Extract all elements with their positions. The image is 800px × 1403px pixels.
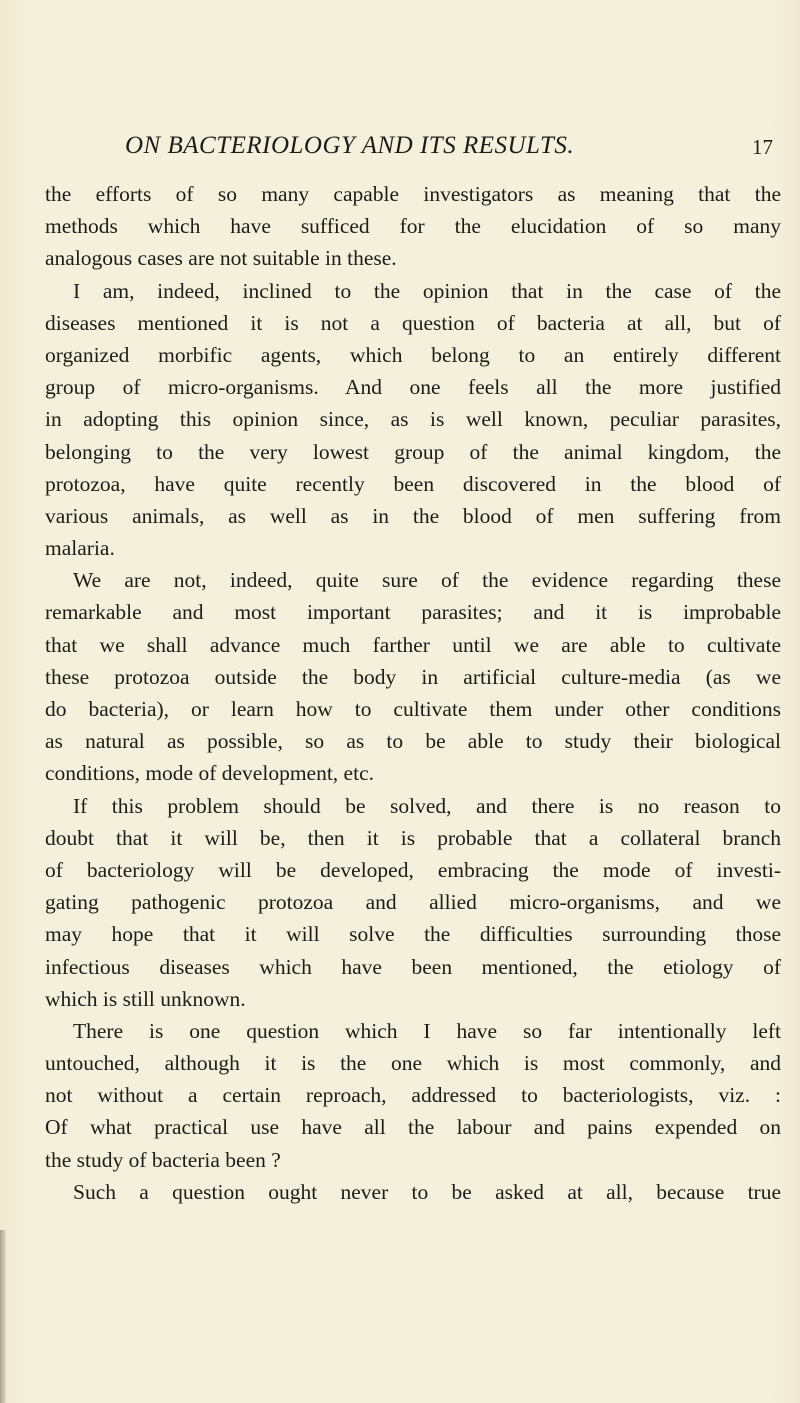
text-line: remarkable and most important parasites; and it is improbable: [45, 600, 781, 625]
text-line: protozoa, have quite recently been discovered in the blood of: [45, 471, 781, 496]
text-line: Of what practical use have all the labour and pains expended on: [45, 1115, 781, 1140]
text-line: There is one question which I have so far intentionally left: [73, 1018, 781, 1043]
text-line: untouched, although it is the one which is most commonly, and: [45, 1051, 781, 1076]
text-line: diseases mentioned it is not a question of bacteria at all, but of: [45, 310, 781, 335]
text-line: the study of bacteria been ?: [45, 1147, 281, 1172]
text-line: methods which have sufficed for the elucidation of so many: [45, 214, 781, 239]
paragraph: [45, 564, 781, 789]
text-line: which is still unknown.: [45, 986, 246, 1011]
text-line: as natural as possible, so as to be able to study their biological: [45, 729, 781, 754]
text-line: of bacteriology will be developed, embracing the mode of investi-: [45, 857, 781, 882]
text-line: We are not, indeed, quite sure of the evidence regarding these: [73, 568, 781, 593]
text-line: If this problem should be solved, and there is no reason to: [73, 793, 781, 818]
text-line: Such a question ought never to be asked at all, because true: [73, 1179, 781, 1204]
text-line: in adopting this opinion since, as is well known, peculiar parasites,: [45, 407, 781, 432]
paragraph: [45, 275, 781, 565]
text-line: infectious diseases which have been mentioned, the etiology of: [45, 954, 781, 979]
text-line: may hope that it will solve the difficulties surrounding those: [45, 922, 781, 947]
text-line: group of micro-organisms. And one feels all the more justified: [45, 375, 781, 400]
text-line: these protozoa outside the body in artificial culture-media (as we: [45, 664, 781, 689]
text-line: gating pathogenic protozoa and allied micro-organisms, and we: [45, 890, 781, 915]
text-line: do bacteria), or learn how to cultivate them under other conditions: [45, 697, 781, 721]
text-line: analogous cases are not suitable in these.: [45, 246, 397, 271]
text-line: doubt that it will be, then it is probable that a collateral branch: [45, 825, 781, 850]
text-line: conditions, mode of development, etc.: [45, 761, 374, 786]
text-line: the efforts of so many capable investigators as meaning that the: [45, 182, 781, 206]
text-line: that we shall advance much farther until we are able to cultivate: [45, 632, 781, 657]
paragraph: [45, 1176, 781, 1208]
page-number: 17: [752, 135, 773, 159]
paragraph: [45, 1015, 781, 1176]
paragraph: [45, 790, 781, 1015]
text-line: organized morbific agents, which belong to an entirely different: [45, 342, 781, 367]
running-head: ON BACTERIOLOGY AND ITS RESULTS.: [125, 132, 575, 159]
text-line: I am, indeed, inclined to the opinion that in the case of the: [73, 278, 781, 303]
paragraph: [45, 178, 781, 275]
body-text: [45, 178, 781, 1208]
text-line: belonging to the very lowest group of the animal kingdom, the: [45, 439, 781, 464]
text-line: various animals, as well as in the blood of men suffering from: [45, 503, 781, 528]
text-line: malaria.: [45, 536, 115, 561]
page-edge-shadow: [0, 1230, 6, 1403]
text-line: not without a certain reproach, addressed to bacteriologists, viz. :: [45, 1083, 781, 1108]
